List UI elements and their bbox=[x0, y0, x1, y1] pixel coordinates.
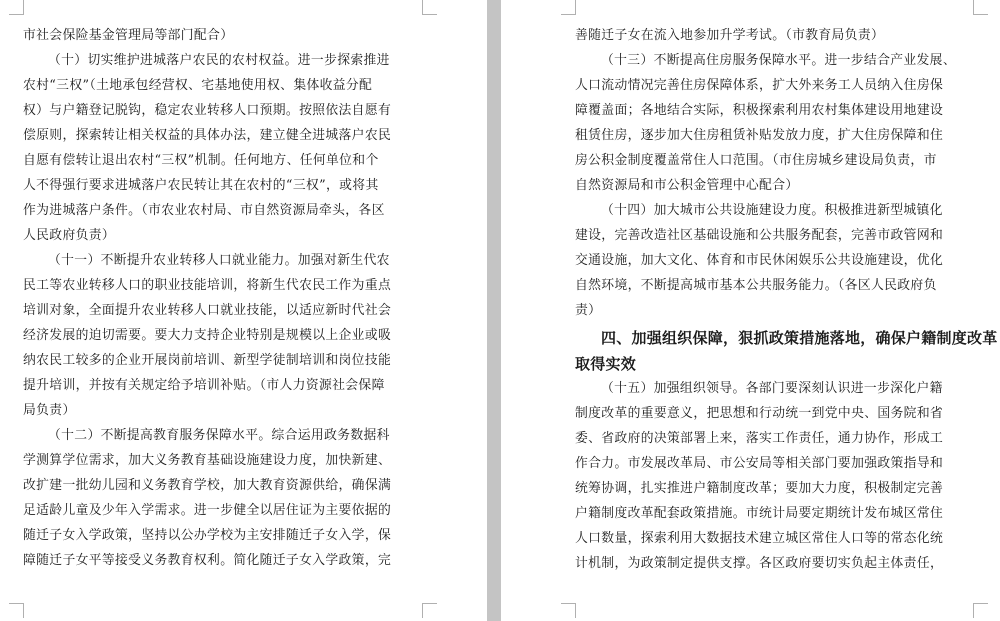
text-line: （十五）加强组织领导。各部门要深刻认识进一步深化户籍 bbox=[601, 381, 943, 396]
text-line: 随迁子女入学政策，坚持以公办学校为主安排随迁子女入学，保 bbox=[23, 528, 392, 543]
document-page-left bbox=[0, 0, 487, 621]
page-corner-mark bbox=[561, 0, 576, 15]
page-gutter bbox=[487, 0, 501, 621]
text-line: （十）切实维护进城落户农民的农村权益。进一步探索推进 bbox=[48, 53, 390, 68]
text-line: 局负责） bbox=[23, 403, 76, 418]
text-line: 改扩建一批幼儿园和义务教育学校，加大教育资源供给，确保满 bbox=[23, 478, 392, 493]
section-heading: 取得实效 bbox=[575, 355, 637, 373]
text-line: 农村“三权”（土地承包经营权、宅基地使用权、集体收益分配 bbox=[23, 78, 373, 93]
text-line: 委、省政府的决策部署上来，落实工作责任，通力协作，形成工 bbox=[575, 431, 944, 446]
text-line: 自愿有偿转让退出农村“三权”机制。任何地方、任何单位和个 bbox=[23, 153, 379, 168]
page-corner-mark bbox=[422, 603, 437, 618]
text-line: 制度改革的重要意义，把思想和行动统一到党中央、国务院和省 bbox=[575, 406, 944, 421]
text-line: 障覆盖面；各地结合实际，积极探索利用农村集体建设用地建设 bbox=[575, 103, 944, 118]
text-line: 障随迁子女平等接受义务教育权利。简化随迁子女入学政策，完 bbox=[23, 553, 392, 568]
text-line: 人口数量，探索利用大数据技术建立城区常住人口等的常态化统 bbox=[575, 531, 944, 546]
text-line: 市社会保险基金管理局等部门配合） bbox=[23, 28, 234, 43]
text-line: 交通设施，加大文化、体育和市民休闲娱乐公共设施建设，优化 bbox=[575, 253, 944, 268]
text-line: 善随迁子女在流入地参加升学考试。（市教育局负责） bbox=[575, 28, 885, 43]
document-page-right bbox=[501, 0, 1000, 621]
text-line: 建设，完善改造社区基础设施和公共服务配套，完善市政管网和 bbox=[575, 228, 944, 243]
text-line: 房公积金制度覆盖常住人口范围。（市住房城乡建设局负责，市 bbox=[575, 153, 937, 168]
section-heading: 四、加强组织保障，狠抓政策措施落地，确保户籍制度改革 bbox=[601, 329, 998, 347]
text-line: 自然资源局和市公积金管理中心配合） bbox=[575, 178, 799, 193]
text-line: 户籍制度改革配套政策措施。市统计局要定期统计发布城区常住 bbox=[575, 506, 944, 521]
text-line: 责） bbox=[575, 303, 602, 318]
text-line: 作为进城落户条件。（市农业农村局、市自然资源局牵头，各区 bbox=[23, 203, 385, 218]
text-line: 人口流动情况完善住房保障体系，扩大外来务工人员纳入住房保 bbox=[575, 78, 944, 93]
text-line: 权）与户籍登记脱钩，稳定农业转移人口预期。按照依法自愿有 bbox=[23, 103, 392, 118]
text-line: 作合力。市发展改革局、市公安局等相关部门要加强政策指导和 bbox=[575, 456, 944, 471]
text-line: 统筹协调，扎实推进户籍制度改革；要加大力度，积极制定完善 bbox=[575, 481, 944, 496]
text-line: （十一）不断提升农业转移人口就业能力。加强对新生代农 bbox=[48, 253, 390, 268]
text-line: 学测算学位需求，加大义务教育基础设施建设力度，加快新建、 bbox=[23, 453, 392, 468]
text-line: 培训对象，全面提升农业转移人口就业技能，以适应新时代社会 bbox=[23, 303, 392, 318]
text-line: 经济发展的迫切需要。要大力支持企业特别是规模以上企业或吸 bbox=[23, 328, 392, 343]
text-line: 自然环境，不断提高城市基本公共服务能力。（各区人民政府负 bbox=[575, 278, 937, 293]
text-line: 计机制，为政策制定提供支撑。各区政府要切实负起主体责任， bbox=[575, 556, 944, 571]
text-line: 足适龄儿童及少年入学需求。进一步健全以居住证为主要依据的 bbox=[23, 503, 392, 518]
page-corner-mark bbox=[973, 603, 988, 618]
text-line: 人不得强行要求进城落户农民转让其在农村的“三权”，或将其 bbox=[23, 178, 379, 193]
text-line: 人民政府负责） bbox=[23, 228, 116, 243]
text-line: 民工等农业转移人口的职业技能培训，将新生代农民工作为重点 bbox=[23, 278, 392, 293]
text-line: 提升培训，并按有关规定给予培训补贴。（市人力资源社会保障 bbox=[23, 378, 385, 393]
text-line: （十三）不断提高住房服务保障水平。进一步结合产业发展、 bbox=[601, 53, 956, 68]
page-corner-mark bbox=[9, 0, 24, 15]
page-corner-mark bbox=[973, 0, 988, 15]
page-corner-mark bbox=[9, 603, 24, 618]
text-line: 纳农民工较多的企业开展岗前培训、新型学徒制培训和岗位技能 bbox=[23, 353, 392, 368]
page-corner-mark bbox=[422, 0, 437, 15]
text-line: （十二）不断提高教育服务保障水平。综合运用政务数据科 bbox=[48, 428, 390, 443]
page-corner-mark bbox=[561, 603, 576, 618]
text-line: （十四）加大城市公共设施建设力度。积极推进新型城镇化 bbox=[601, 203, 943, 218]
text-line: 偿原则，探索转让相关权益的具体办法，建立健全进城落户农民 bbox=[23, 128, 392, 143]
text-line: 租赁住房，逐步加大住房租赁补贴发放力度，扩大住房保障和住 bbox=[575, 128, 944, 143]
